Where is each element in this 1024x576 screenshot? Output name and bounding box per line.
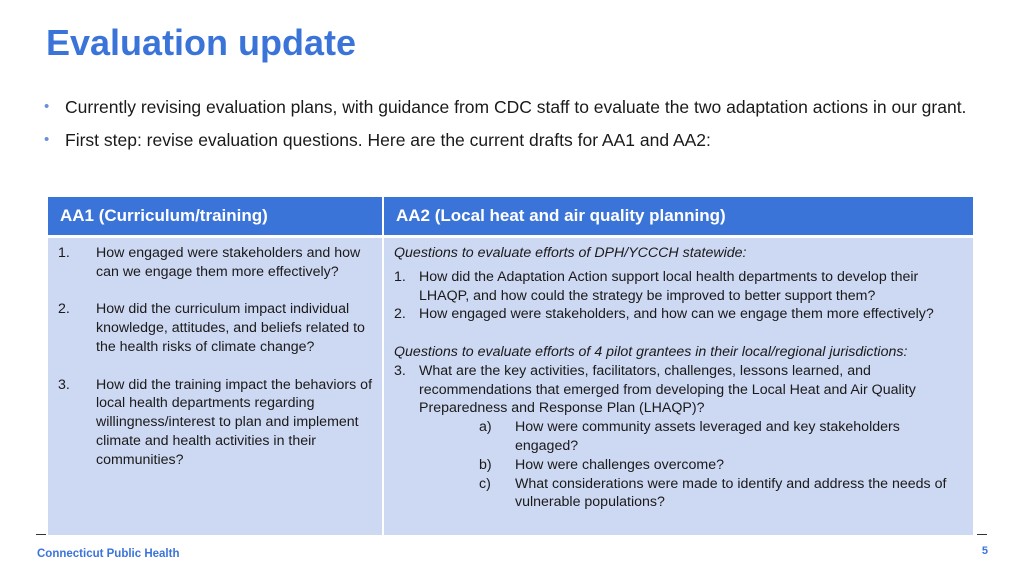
list-item [394, 305, 965, 324]
table-row [48, 237, 974, 536]
aa2-section1-heading: Questions to evaluate efforts of DPH/YCCCH statewide: [394, 245, 747, 261]
bullet-marker: • [44, 98, 50, 115]
list-item [58, 376, 374, 470]
list-number: 3. [394, 362, 406, 379]
table-header-row [48, 197, 974, 237]
sub-list-letter: a) [479, 419, 492, 436]
slide-title: Evaluation update [46, 22, 357, 63]
question-text: How did the curriculum impact individual knowledge, attitudes, and beliefs related to the health risks of climate change? [96, 301, 365, 355]
sub-list-letter: b) [479, 456, 492, 473]
question-text: How engaged were stakeholders, and how can we engage them more effectively? [419, 306, 934, 323]
bullet-item [44, 126, 994, 154]
sub-question-text: What considerations were made to identify and address the needs of vulnerable populations? [515, 475, 947, 511]
bullet-list [44, 93, 994, 159]
question-text: How did the Adaptation Action support local health departments to develop their LHAQP, and how could the strategy be improved to better support them? [419, 268, 919, 304]
footer-rule-right [977, 534, 987, 535]
list-number: 2. [58, 301, 70, 318]
aa2-section2-heading: Questions to evaluate efforts of 4 pilot grantees in their local/regional jurisdictions: [394, 343, 908, 360]
aa1-question-list [58, 244, 374, 470]
page-number: 5 [981, 545, 988, 557]
bullet-item [44, 93, 994, 121]
aa2-section1-list [394, 268, 965, 324]
bullet-marker: • [44, 131, 50, 148]
list-number: 1. [58, 245, 70, 261]
list-item [58, 300, 374, 356]
list-number: 2. [394, 306, 406, 323]
list-item [394, 268, 965, 306]
aa2-sub-list [394, 418, 965, 512]
list-number: 3. [58, 376, 70, 393]
aa1-cell [48, 237, 383, 536]
bullet-text: Currently revising evaluation plans, with guidance from CDC staff to evaluate the two adaptation actions in our grant. [65, 97, 967, 117]
sub-list-letter: c) [479, 475, 491, 492]
sub-question-text: How were community assets leveraged and key stakeholders engaged? [515, 419, 900, 454]
evaluation-questions-table [48, 197, 975, 535]
question-text: How did the training impact the behaviors of local health departments regarding willingness/interest to plan and implement climate and health activities in their communities? [96, 376, 373, 468]
aa2-cell [383, 237, 974, 536]
sub-list-item [394, 456, 965, 475]
sub-list-item [394, 475, 965, 513]
question-text: What are the key activities, facilitators, challenges, lessons learned, and recommendations that emerged from developing the Local Heat and Air Quality Preparedness and Response Plan (LHAQP)? [419, 362, 916, 417]
sub-list-item [394, 418, 965, 456]
header-aa1: AA1 (Curriculum/training) [48, 197, 383, 237]
bullet-text: First step: revise evaluation questions. Here are the current drafts for AA1 and AA2: [65, 130, 711, 150]
header-aa2: AA2 (Local heat and air quality planning) [383, 197, 974, 237]
list-item [394, 362, 965, 418]
list-item [58, 244, 374, 282]
list-number: 1. [394, 268, 406, 285]
footer-organization: Connecticut Public Health [37, 548, 180, 560]
footer-rule-left [36, 534, 46, 535]
aa2-section2-list [394, 362, 965, 418]
sub-question-text: How were challenges overcome? [515, 456, 724, 473]
question-text: How engaged were stakeholders and how can we engage them more effectively? [96, 245, 361, 280]
